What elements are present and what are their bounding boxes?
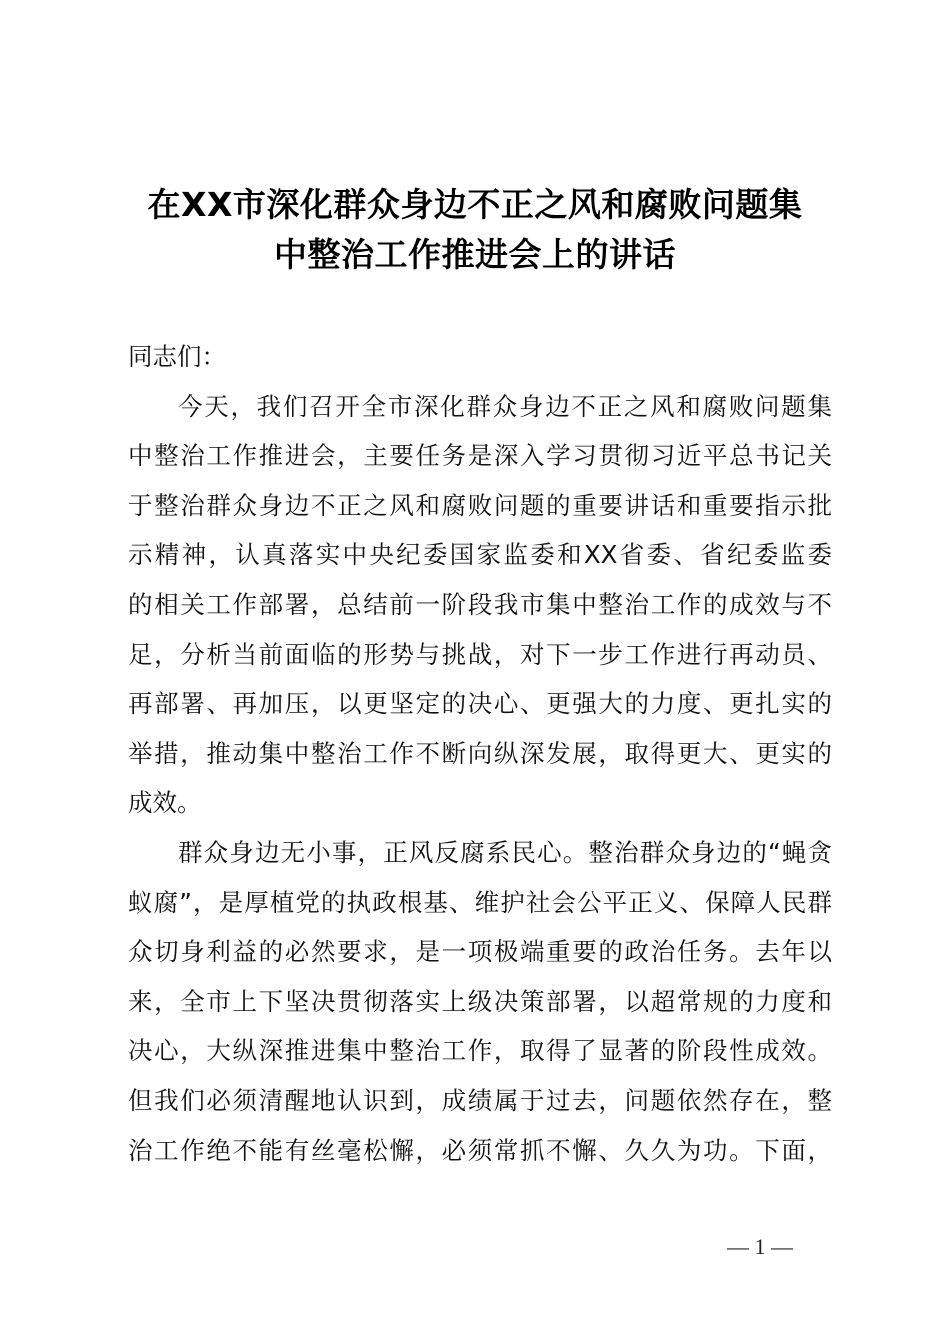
title-line-1: 在XX市深化群众身边不正之风和腐败问题集 <box>147 185 803 224</box>
text-line: 众切身利益的必然要求，是一项极端重要的政治任务。去年以 <box>128 937 832 967</box>
text-line: 今天，我们召开全市深化群众身边不正之风和腐败问题集 <box>178 391 832 421</box>
page-number: — 1 — <box>727 1234 793 1259</box>
document-title <box>110 180 840 280</box>
text-line: 示精神，认真落实中央纪委国家监委和XX省委、省纪委监委 <box>128 540 832 570</box>
text-line: 群众身边无小事，正风反腐系民心。整治群众身边的“蝇贪 <box>178 837 832 867</box>
text-line: 足，分析当前面临的形势与挑战，对下一步工作进行再动员、 <box>128 639 832 669</box>
text-line: 蚁腐”，是厚植党的执政根基、维护社会公平正义、保障人民群 <box>128 887 832 917</box>
title-line-2: 中整治工作推进会上的讲话 <box>274 235 676 274</box>
salutation: 同志们： <box>128 342 226 371</box>
text-line: 举措，推动集中整治工作不断向纵深发展，取得更大、更实的 <box>128 738 832 768</box>
paragraph-2 <box>128 828 832 1175</box>
text-line: 的相关工作部署，总结前一阶段我市集中整治工作的成效与不 <box>128 589 832 619</box>
text-line: 治工作绝不能有丝毫松懈，必须常抓不懈、久久为功。下面， <box>128 1135 832 1165</box>
text-line: 来，全市上下坚决贯彻落实上级决策部署，以超常规的力度和 <box>128 986 832 1016</box>
text-line: 决心，大纵深推进集中整治工作，取得了显著的阶段性成效。 <box>128 1036 832 1066</box>
document-body <box>128 332 832 1175</box>
text-line: 于整治群众身边不正之风和腐败问题的重要讲话和重要指示批 <box>128 490 832 520</box>
text-line: 成效。 <box>128 788 202 818</box>
text-line: 中整治工作推进会，主要任务是深入学习贯彻习近平总书记关 <box>128 441 832 471</box>
text-line: 再部署、再加压，以更坚定的决心、更强大的力度、更扎实的 <box>128 689 832 719</box>
paragraph-1 <box>128 382 832 828</box>
text-line: 但我们必须清醒地认识到，成绩属于过去，问题依然存在，整 <box>128 1085 832 1115</box>
